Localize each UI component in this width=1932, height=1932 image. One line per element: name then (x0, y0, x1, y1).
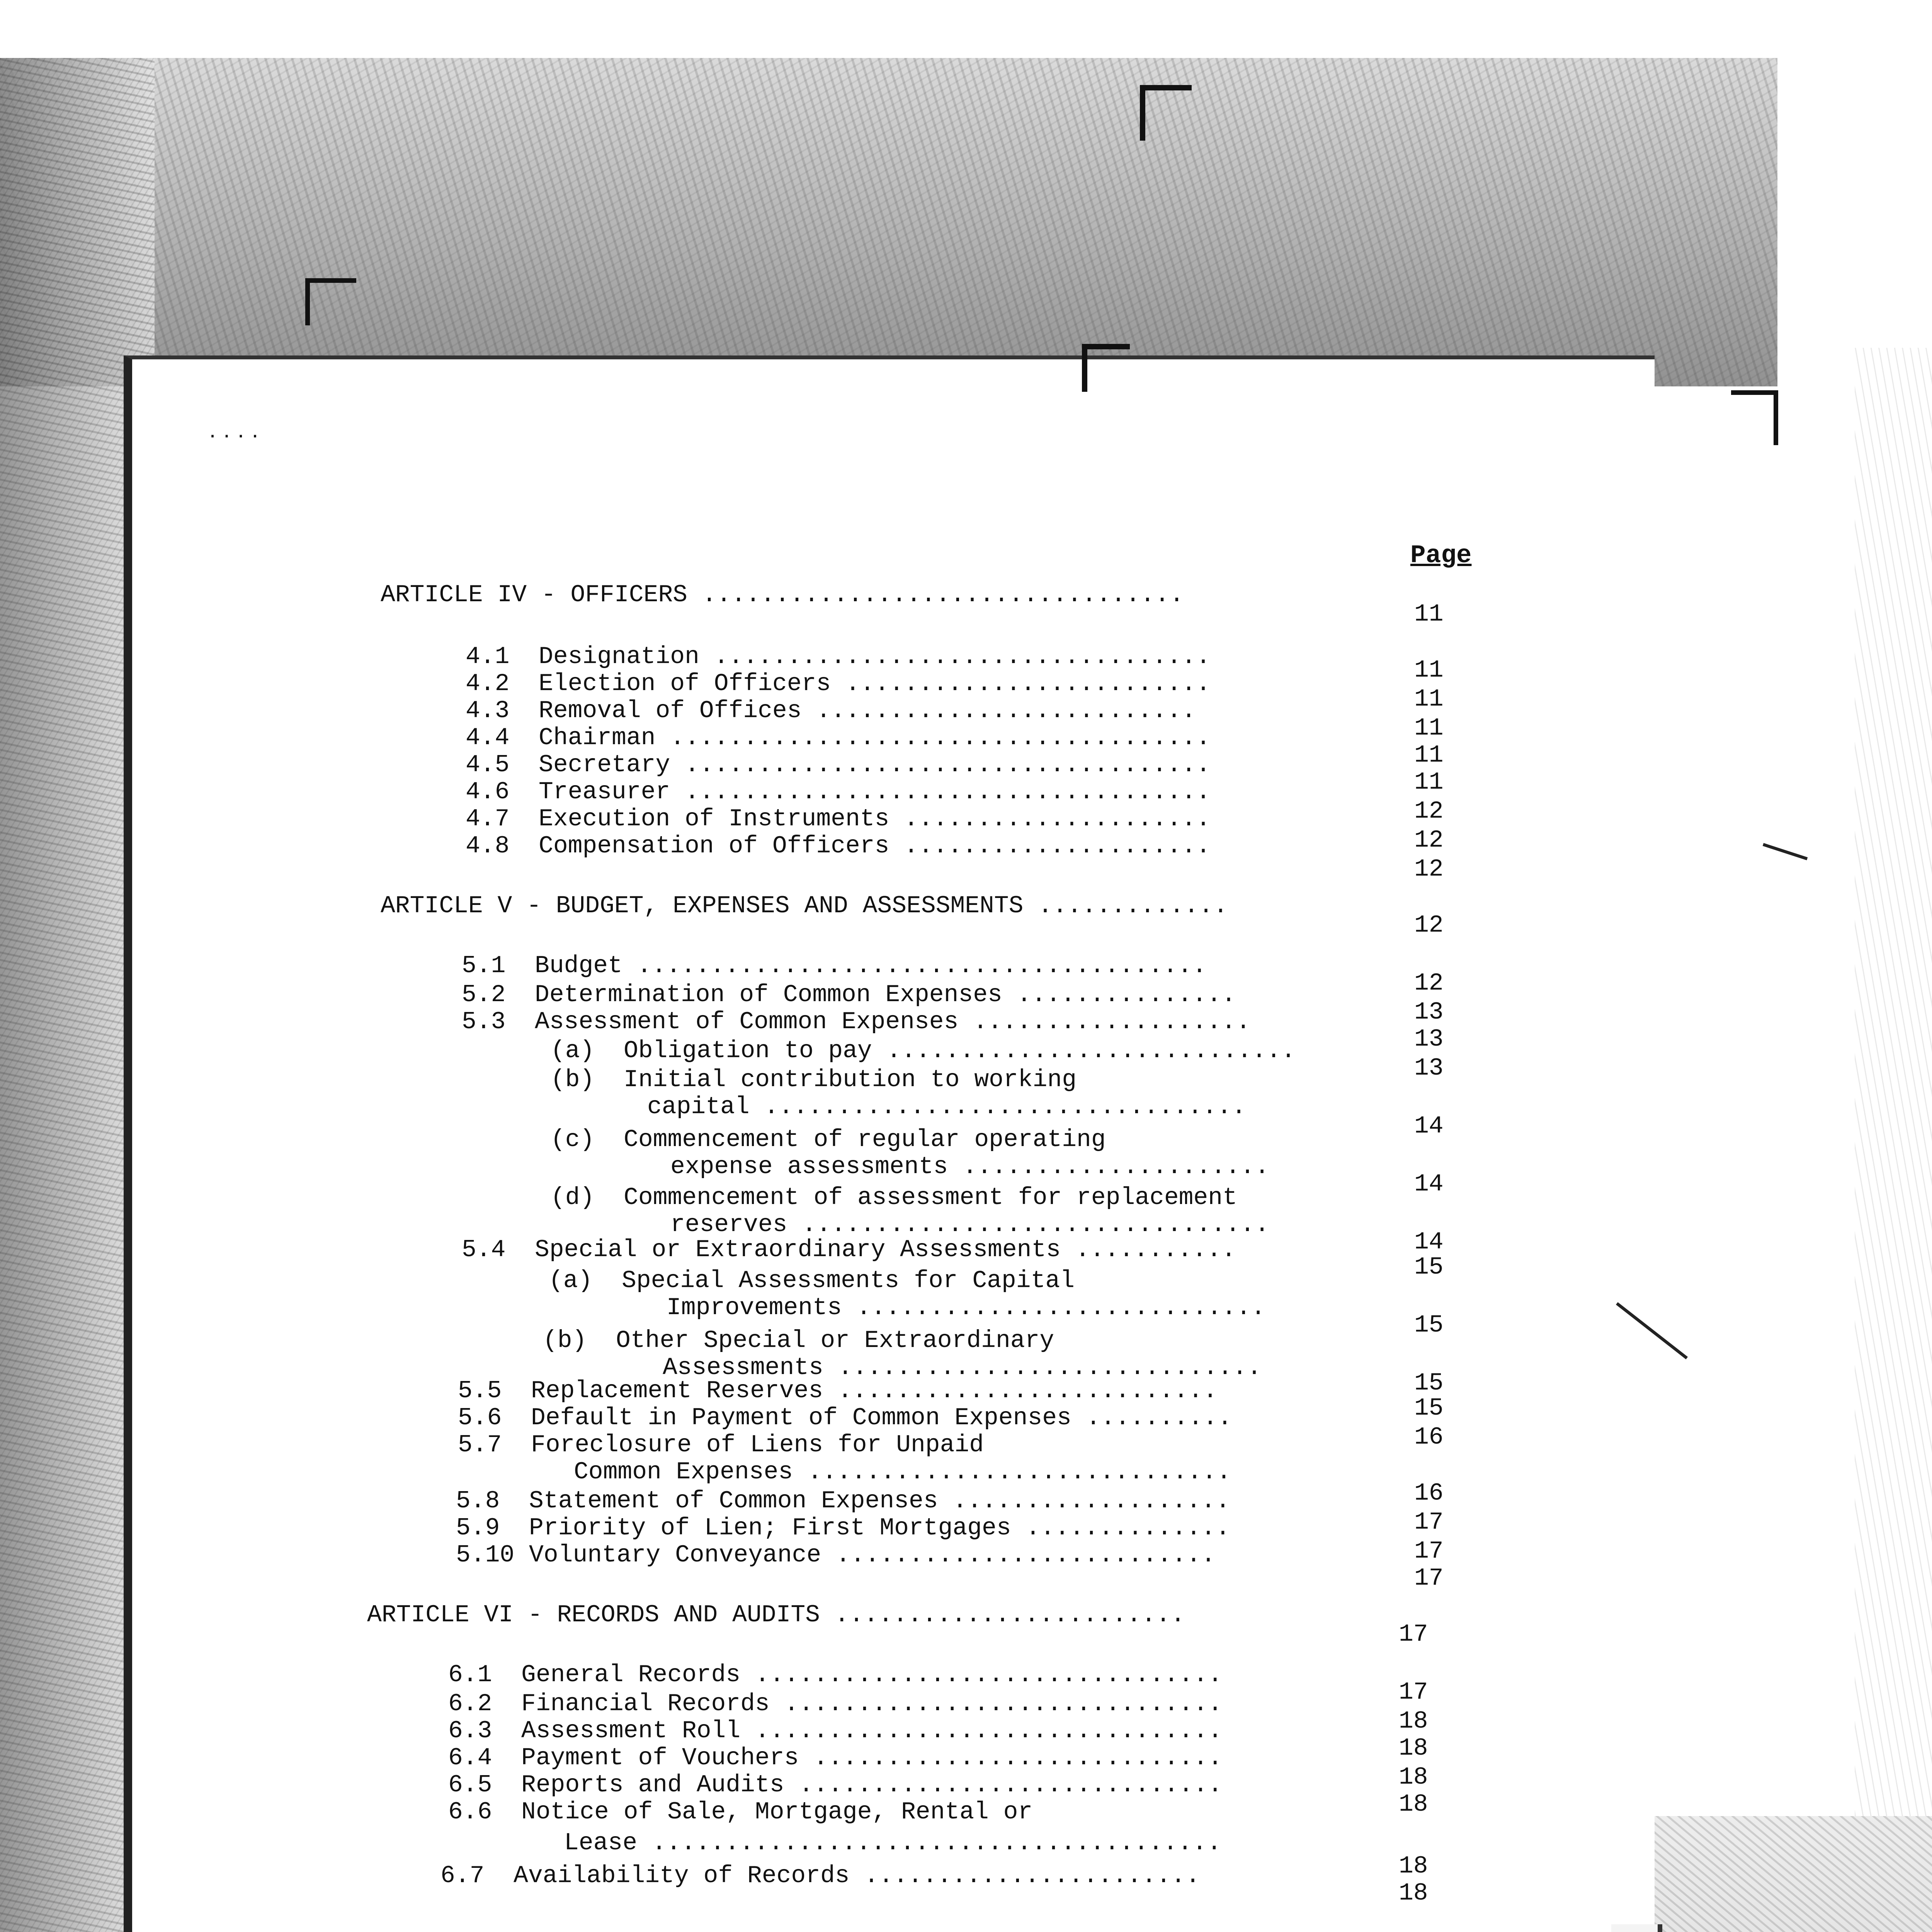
toc-entry-label: 5.9 Priority of Lien; First Mortgages .............. (456, 1514, 1230, 1542)
toc-entry-label: ARTICLE V - BUDGET, EXPENSES AND ASSESSMENTS ............. (381, 892, 1228, 920)
toc-entry-page-number: 15 (1414, 1395, 1444, 1422)
toc-entry-page-number: 11 (1414, 656, 1444, 684)
toc-entry-page-number: 14 (1414, 1170, 1444, 1198)
toc-entry-label: reserves ................................ (670, 1211, 1270, 1238)
speck-mark: · · · · (209, 422, 259, 447)
toc-entry-label: 6.1 General Records ................................ (448, 1661, 1223, 1689)
toc-entry-page-number: 18 (1399, 1708, 1428, 1735)
toc-entry-label: (d) Commencement of assessment for replacement (551, 1184, 1237, 1211)
toc-entry-page-number: 14 (1414, 1228, 1444, 1256)
toc-entry-label: (a) Obligation to pay ............................ (551, 1037, 1296, 1065)
toc-entry-page-number: 11 (1414, 742, 1444, 769)
toc-entry-label: 6.4 Payment of Vouchers ............................ (448, 1744, 1223, 1772)
toc-entry-label: ARTICLE VI - RECORDS AND AUDITS ........................ (367, 1601, 1185, 1629)
stray-mark (1763, 843, 1808, 861)
toc-entry-page-number: 18 (1399, 1879, 1428, 1907)
toc-entry-page-number: 13 (1414, 998, 1444, 1026)
toc-entry-label: 6.7 Availability of Records ....................... (440, 1862, 1200, 1889)
toc-entry-page-number: 18 (1399, 1764, 1428, 1791)
toc-entry-label: 4.8 Compensation of Officers ..................... (466, 832, 1211, 860)
crop-mark (1731, 390, 1778, 445)
toc-entry-label: 6.5 Reports and Audits ............................. (448, 1771, 1223, 1799)
toc-entry-label: 4.4 Chairman ..................................... (466, 724, 1211, 752)
toc-entry-label: 5.3 Assessment of Common Expenses ................... (462, 1008, 1251, 1036)
toc-entry-page-number: 11 (1414, 600, 1444, 628)
toc-entry-page-number: 16 (1414, 1480, 1444, 1507)
toc-entry-label: 6.6 Notice of Sale, Mortgage, Rental or (448, 1798, 1033, 1826)
toc-entry-page-number: 11 (1414, 685, 1444, 713)
toc-entry-label: 4.2 Election of Officers ......................... (466, 670, 1211, 697)
toc-entry-label: Assessments ............................. (663, 1354, 1262, 1381)
toc-entry-label: 5.10 Voluntary Conveyance .......................... (456, 1541, 1216, 1569)
toc-entry-page-number: 18 (1399, 1852, 1428, 1880)
toc-entry-label: Improvements ............................ (667, 1294, 1266, 1321)
toc-entry-page-number: 18 (1399, 1735, 1428, 1762)
toc-entry-page-number: 18 (1399, 1791, 1428, 1818)
crop-mark (1082, 344, 1130, 392)
toc-entry-label: 4.1 Designation .................................. (466, 643, 1211, 670)
toc-entry-page-number: 13 (1414, 1054, 1444, 1082)
toc-entry-label: 4.6 Treasurer .................................... (466, 778, 1211, 806)
toc-entry-label: 5.6 Default in Payment of Common Expenses .......... (458, 1404, 1232, 1432)
toc-entry-label: 4.5 Secretary .................................... (466, 751, 1211, 779)
toc-entry-page-number: 11 (1414, 769, 1444, 796)
toc-entry-page-number: 16 (1414, 1423, 1444, 1451)
binder-strip (1611, 1924, 1662, 1932)
toc-entry-page-number: 17 (1414, 1537, 1444, 1565)
toc-entry-label: ARTICLE IV - OFFICERS ................................. (381, 581, 1184, 609)
toc-entry-label: 5.4 Special or Extraordinary Assessments ........... (462, 1236, 1236, 1264)
toc-entry-page-number: 17 (1414, 1565, 1444, 1592)
toc-entry-label: expense assessments ..................... (670, 1153, 1270, 1180)
toc-entry-label: Common Expenses ............................. (574, 1458, 1231, 1486)
toc-entry-page-number: 12 (1414, 827, 1444, 854)
toc-entry-label: 4.3 Removal of Offices .......................... (466, 697, 1196, 724)
toc-entry-page-number: 17 (1399, 1679, 1428, 1706)
toc-entry-label: 5.5 Replacement Reserves .......................... (458, 1377, 1218, 1405)
crop-mark (1140, 85, 1192, 141)
toc-entry-page-number: 12 (1414, 855, 1444, 883)
scan-noise-top (0, 58, 1777, 386)
toc-entry-page-number: 14 (1414, 1112, 1444, 1140)
toc-entry-page-number: 12 (1414, 969, 1444, 997)
crop-mark (305, 278, 356, 325)
page-column-header: Page (1410, 541, 1472, 570)
toc-entry-label: 5.7 Foreclosure of Liens for Unpaid (458, 1431, 984, 1459)
toc-entry-label: Lease ....................................... (564, 1829, 1222, 1857)
toc-entry-page-number: 15 (1414, 1253, 1444, 1281)
toc-entry-label: 6.3 Assessment Roll ................................ (448, 1717, 1223, 1745)
toc-entry-label: (b) Other Special or Extraordinary (543, 1327, 1054, 1354)
toc-entry-label: (a) Special Assessments for Capital (549, 1267, 1075, 1294)
toc-entry-label: capital ................................. (647, 1093, 1247, 1121)
toc-entry-page-number: 13 (1414, 1026, 1444, 1053)
toc-entry-page-number: 12 (1414, 798, 1444, 825)
toc-entry-page-number: 12 (1414, 912, 1444, 939)
toc-entry-label: 5.2 Determination of Common Expenses ............... (462, 981, 1236, 1009)
toc-entry-label: 5.1 Budget ....................................... (462, 952, 1207, 980)
toc-entry-label: (c) Commencement of regular operating (551, 1126, 1106, 1153)
toc-entry-label: 4.7 Execution of Instruments ..................... (466, 805, 1211, 833)
toc-entry-page-number: 15 (1414, 1311, 1444, 1339)
toc-entry-page-number: 17 (1399, 1621, 1428, 1648)
toc-entry-label: 6.2 Financial Records .............................. (448, 1690, 1223, 1718)
scan-noise-right (1855, 348, 1932, 1816)
toc-entry-label: 5.8 Statement of Common Expenses ................... (456, 1487, 1230, 1515)
toc-entry-label: (b) Initial contribution to working (551, 1066, 1077, 1094)
toc-entry-page-number: 11 (1414, 714, 1444, 742)
toc-entry-page-number: 17 (1414, 1509, 1444, 1536)
toc-entry-page-number: 15 (1414, 1369, 1444, 1397)
